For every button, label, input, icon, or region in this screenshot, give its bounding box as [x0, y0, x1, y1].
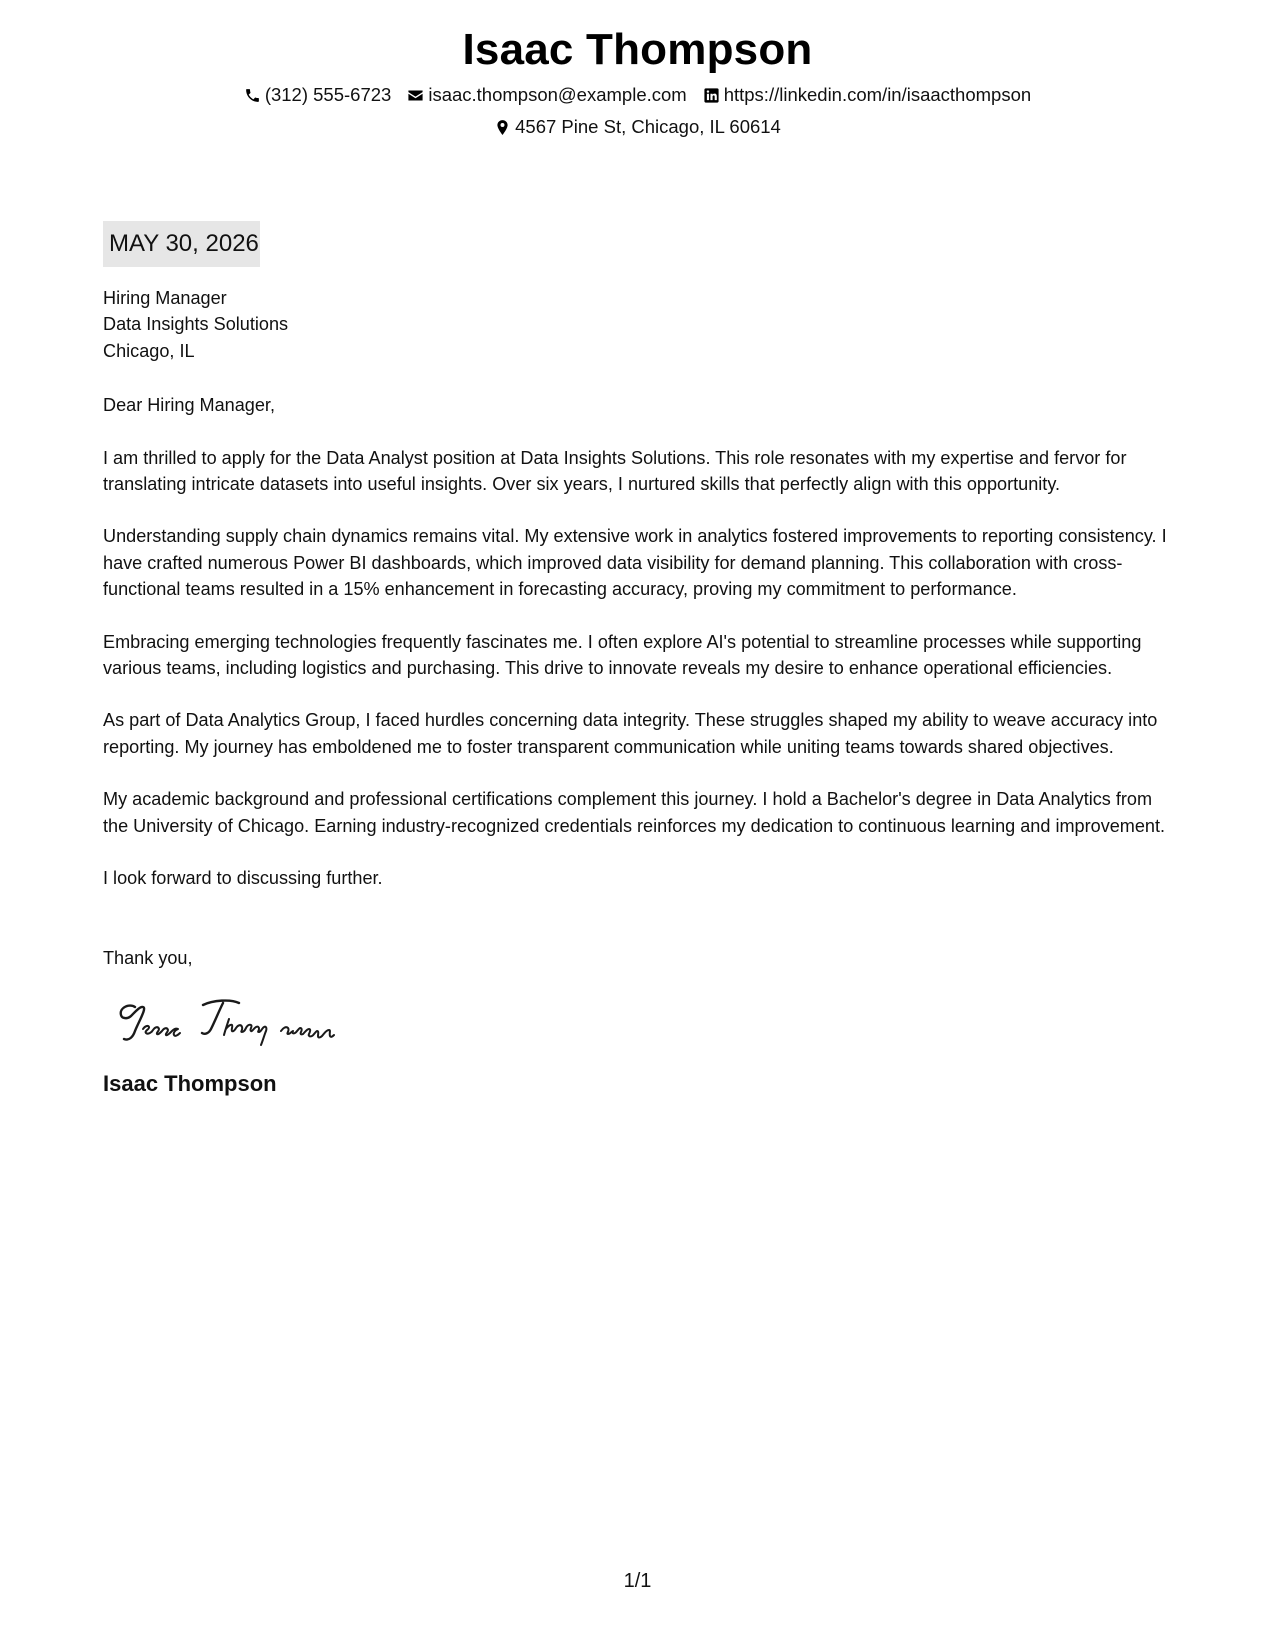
letter-header — [0, 24, 1275, 140]
envelope-icon — [407, 87, 424, 104]
body-paragraph: I am thrilled to apply for the Data Analyst position at Data Insights Solutions. This role resonates with my expertise and fervor for translating intricate datasets into useful insights. Over six years, I nurtured skills that perfectly align with this opportunity. — [103, 447, 1127, 495]
street-address: 4567 Pine St, Chicago, IL 60614 — [515, 116, 781, 137]
letter-body — [103, 221, 1173, 1098]
salutation: Dear Hiring Manager, — [103, 395, 275, 416]
letter-date: MAY 30, 2026 — [103, 221, 260, 267]
email-contact[interactable] — [407, 82, 686, 108]
email-address[interactable]: isaac.thompson@example.com — [428, 84, 687, 105]
recipient-block — [103, 285, 1173, 364]
contact-row — [0, 82, 1275, 108]
map-marker-icon — [494, 119, 511, 136]
page-number: 1/1 — [623, 1570, 652, 1592]
closing: Thank you, — [103, 947, 193, 968]
recipient-title: Hiring Manager — [103, 288, 227, 308]
address-row — [0, 114, 1275, 140]
handwritten-signature — [113, 991, 353, 1051]
body-paragraph: Understanding supply chain dynamics remains vital. My extensive work in analytics fostered improvements to reporting consistency. I have crafted numerous Power BI dashboards, which improved data visibility for demand planning. This collaboration with cross-functional teams resulted in a 15% enhancement in forecasting accuracy, proving my commitment to performance. — [103, 526, 1167, 600]
linkedin-contact[interactable] — [703, 82, 1031, 108]
body-paragraph: As part of Data Analytics Group, I faced hurdles concerning data integrity. These struggles shaped my ability to weave accuracy into reporting. My journey has emboldened me to foster transparent communication while uniting teams towards shared objectives. — [103, 710, 1158, 757]
recipient-company: Data Insights Solutions — [103, 314, 289, 335]
phone-number: (312) 555-6723 — [264, 84, 392, 105]
sender-name: Isaac Thompson — [462, 25, 813, 74]
phone-contact — [244, 82, 392, 108]
signer-name: Isaac Thompson — [103, 1071, 277, 1097]
phone-icon — [244, 87, 261, 104]
body-paragraph: My academic background and professional certifications complement this journey. I hold a Bachelor's degree in Data Analytics from the University of Chicago. Earning industry-recognized credentials reinforces my dedication to continuous learning and improvement. — [103, 789, 1166, 836]
address-contact — [494, 114, 781, 140]
recipient-location: Chicago, IL — [103, 340, 195, 361]
linkedin-url[interactable]: https://linkedin.com/in/isaacthompson — [723, 84, 1032, 105]
linkedin-icon — [703, 87, 720, 104]
body-paragraph: Embracing emerging technologies frequently fascinates me. I often explore AI's potential to streamline processes while supporting various teams, including logistics and purchasing. This drive to innovate reveals my desire to enhance operational efficiencies. — [103, 631, 1142, 679]
closing-line: I look forward to discussing further. — [103, 868, 383, 889]
